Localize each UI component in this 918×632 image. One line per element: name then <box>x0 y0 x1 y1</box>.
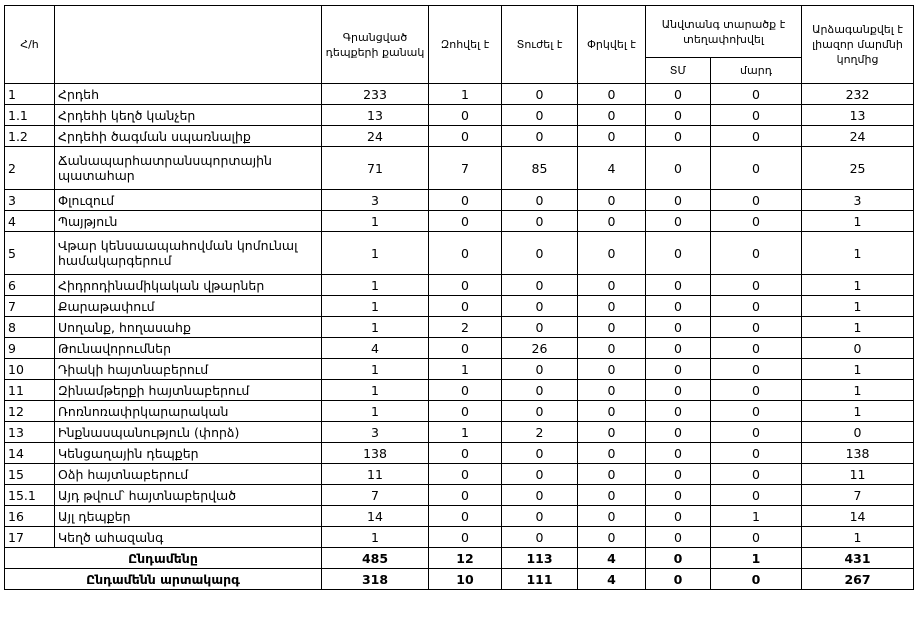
row-index: 1.2 <box>5 126 55 147</box>
row-value: 1 <box>802 296 914 317</box>
row-value: 233 <box>322 84 429 105</box>
row-value: 0 <box>711 211 802 232</box>
row-value: 0 <box>429 464 502 485</box>
total-value: 0 <box>711 569 802 590</box>
row-value: 0 <box>646 401 711 422</box>
row-value: 11 <box>802 464 914 485</box>
row-value: 0 <box>502 464 578 485</box>
row-value: 2 <box>429 317 502 338</box>
row-value: 0 <box>711 464 802 485</box>
row-value: 0 <box>646 527 711 548</box>
table-row <box>5 380 914 401</box>
total-value: 485 <box>322 548 429 569</box>
row-incident-type: Կեղծ ահազանգ <box>55 527 322 548</box>
row-value: 0 <box>502 105 578 126</box>
row-incident-type: Փլուզում <box>55 190 322 211</box>
row-value: 0 <box>802 338 914 359</box>
row-value: 1 <box>429 422 502 443</box>
row-index: 11 <box>5 380 55 401</box>
header-injured: Տուժել է <box>502 6 578 84</box>
total-value: 431 <box>802 548 914 569</box>
row-value: 0 <box>578 190 646 211</box>
total-value: 111 <box>502 569 578 590</box>
row-value: 0 <box>646 296 711 317</box>
row-value: 0 <box>578 527 646 548</box>
table-row <box>5 105 914 126</box>
row-index: 13 <box>5 422 55 443</box>
row-value: 1 <box>429 359 502 380</box>
row-value: 0 <box>429 105 502 126</box>
row-value: 25 <box>802 147 914 190</box>
row-index: 5 <box>5 232 55 275</box>
row-value: 0 <box>646 359 711 380</box>
row-value: 0 <box>578 211 646 232</box>
row-value: 0 <box>578 380 646 401</box>
row-value: 0 <box>502 401 578 422</box>
total-value: 0 <box>646 548 711 569</box>
header-responded: Արձագանքվել է լիազոր մարմնի կողմից <box>802 6 914 84</box>
header-died: Զոհվել է <box>429 6 502 84</box>
row-value: 0 <box>502 527 578 548</box>
table-row <box>5 527 914 548</box>
row-value: 0 <box>578 401 646 422</box>
table-row <box>5 338 914 359</box>
row-value: 7 <box>429 147 502 190</box>
row-value: 0 <box>578 232 646 275</box>
table-row <box>5 126 914 147</box>
table-row <box>5 296 914 317</box>
row-value: 0 <box>711 84 802 105</box>
row-value: 0 <box>711 338 802 359</box>
row-value: 1 <box>322 211 429 232</box>
total-value: 1 <box>711 548 802 569</box>
row-value: 0 <box>646 190 711 211</box>
row-value: 71 <box>322 147 429 190</box>
row-value: 1 <box>322 527 429 548</box>
table-body <box>5 84 914 590</box>
row-value: 1 <box>802 211 914 232</box>
row-value: 0 <box>646 485 711 506</box>
row-value: 0 <box>711 401 802 422</box>
row-incident-type: Զինամթերքի հայտնաբերում <box>55 380 322 401</box>
row-value: 24 <box>322 126 429 147</box>
row-value: 0 <box>502 190 578 211</box>
row-value: 138 <box>322 443 429 464</box>
table-row <box>5 485 914 506</box>
row-value: 0 <box>711 275 802 296</box>
table-row <box>5 422 914 443</box>
row-value: 0 <box>429 126 502 147</box>
row-value: 0 <box>711 380 802 401</box>
row-incident-type: Վթար կենսաապահովման կոմունալ համակարգերում <box>55 232 322 275</box>
row-value: 0 <box>646 422 711 443</box>
row-value: 0 <box>429 443 502 464</box>
row-value: 0 <box>711 443 802 464</box>
table-row <box>5 147 914 190</box>
row-value: 1 <box>802 232 914 275</box>
row-index: 2 <box>5 147 55 190</box>
total-row <box>5 569 914 590</box>
row-value: 1 <box>322 275 429 296</box>
row-incident-type: Քարաթափում <box>55 296 322 317</box>
row-index: 14 <box>5 443 55 464</box>
row-value: 0 <box>502 380 578 401</box>
row-value: 0 <box>429 527 502 548</box>
row-index: 10 <box>5 359 55 380</box>
row-value: 0 <box>711 527 802 548</box>
row-value: 0 <box>578 275 646 296</box>
row-value: 3 <box>802 190 914 211</box>
table-row <box>5 275 914 296</box>
row-index: 4 <box>5 211 55 232</box>
header-rescued: Փրկվել է <box>578 6 646 84</box>
row-index: 3 <box>5 190 55 211</box>
row-value: 0 <box>646 105 711 126</box>
row-value: 0 <box>646 84 711 105</box>
row-value: 1 <box>802 275 914 296</box>
row-value: 2 <box>502 422 578 443</box>
row-value: 0 <box>646 317 711 338</box>
row-value: 1 <box>802 401 914 422</box>
table-header <box>5 6 914 84</box>
total-value: 4 <box>578 569 646 590</box>
row-value: 1 <box>322 359 429 380</box>
table-row <box>5 232 914 275</box>
row-value: 0 <box>646 506 711 527</box>
table-row <box>5 317 914 338</box>
table-row <box>5 443 914 464</box>
row-incident-type: Սողանք, հողասահք <box>55 317 322 338</box>
row-value: 13 <box>802 105 914 126</box>
row-value: 0 <box>502 443 578 464</box>
row-value: 0 <box>502 506 578 527</box>
row-incident-type: Թունավորումներ <box>55 338 322 359</box>
row-value: 1 <box>322 380 429 401</box>
row-index: 12 <box>5 401 55 422</box>
row-value: 0 <box>502 485 578 506</box>
total-value: 113 <box>502 548 578 569</box>
row-value: 0 <box>711 359 802 380</box>
table-row <box>5 464 914 485</box>
row-value: 0 <box>502 359 578 380</box>
row-value: 138 <box>802 443 914 464</box>
row-value: 0 <box>578 422 646 443</box>
row-value: 0 <box>578 506 646 527</box>
row-incident-type: Պայթյուն <box>55 211 322 232</box>
row-incident-type: Օձի հայտնաբերում <box>55 464 322 485</box>
row-value: 0 <box>578 443 646 464</box>
row-value: 3 <box>322 190 429 211</box>
row-value: 1 <box>322 296 429 317</box>
row-value: 0 <box>646 380 711 401</box>
row-value: 0 <box>646 338 711 359</box>
row-index: 16 <box>5 506 55 527</box>
row-value: 0 <box>711 105 802 126</box>
total-row <box>5 548 914 569</box>
row-index: 6 <box>5 275 55 296</box>
row-value: 0 <box>646 443 711 464</box>
row-value: 1 <box>711 506 802 527</box>
row-value: 3 <box>322 422 429 443</box>
total-value: 12 <box>429 548 502 569</box>
row-value: 0 <box>578 485 646 506</box>
row-value: 0 <box>646 275 711 296</box>
row-value: 0 <box>578 84 646 105</box>
row-value: 1 <box>322 232 429 275</box>
row-value: 0 <box>578 105 646 126</box>
header-evacuated-tm: ՏՄ <box>646 58 711 84</box>
row-value: 0 <box>502 317 578 338</box>
row-value: 0 <box>578 464 646 485</box>
row-value: 1 <box>429 84 502 105</box>
row-value: 0 <box>711 422 802 443</box>
row-value: 7 <box>802 485 914 506</box>
incident-statistics-table <box>4 5 914 590</box>
row-value: 1 <box>322 317 429 338</box>
row-incident-type: Այդ թվում՝ հայտնաբերված <box>55 485 322 506</box>
row-value: 0 <box>429 211 502 232</box>
row-value: 4 <box>322 338 429 359</box>
row-index: 7 <box>5 296 55 317</box>
row-value: 0 <box>578 359 646 380</box>
row-value: 1 <box>802 317 914 338</box>
row-value: 0 <box>802 422 914 443</box>
row-index: 17 <box>5 527 55 548</box>
row-value: 1 <box>802 527 914 548</box>
row-value: 26 <box>502 338 578 359</box>
row-value: 0 <box>578 296 646 317</box>
total-value: 10 <box>429 569 502 590</box>
row-value: 0 <box>646 147 711 190</box>
row-value: 0 <box>711 126 802 147</box>
row-value: 0 <box>502 84 578 105</box>
row-incident-type: Ռոռնոռափրկարարական <box>55 401 322 422</box>
total-value: 267 <box>802 569 914 590</box>
row-value: 0 <box>502 211 578 232</box>
row-incident-type: Հրդեհ <box>55 84 322 105</box>
row-value: 0 <box>711 317 802 338</box>
row-value: 13 <box>322 105 429 126</box>
table-row <box>5 190 914 211</box>
row-value: 0 <box>711 147 802 190</box>
table-row <box>5 211 914 232</box>
row-value: 14 <box>322 506 429 527</box>
row-value: 0 <box>429 506 502 527</box>
total-value: 318 <box>322 569 429 590</box>
row-value: 0 <box>429 401 502 422</box>
row-value: 0 <box>502 232 578 275</box>
row-incident-type: Հրդեհի կեղծ կանչեր <box>55 105 322 126</box>
row-value: 1 <box>802 380 914 401</box>
row-value: 0 <box>578 338 646 359</box>
row-value: 0 <box>502 296 578 317</box>
total-value: 4 <box>578 548 646 569</box>
table-row <box>5 84 914 105</box>
table-row <box>5 401 914 422</box>
row-incident-type: Այլ դեպքեր <box>55 506 322 527</box>
row-value: 0 <box>502 126 578 147</box>
header-registered: Գրանցված դեպքերի քանակ <box>322 6 429 84</box>
header-evacuated-group: Անվտանգ տարածք է տեղափոխվել <box>646 6 802 58</box>
row-value: 0 <box>429 380 502 401</box>
row-value: 11 <box>322 464 429 485</box>
row-index: 9 <box>5 338 55 359</box>
row-value: 0 <box>646 232 711 275</box>
row-incident-type: Ճանապարհատրանսպորտային պատահար <box>55 147 322 190</box>
table-row <box>5 359 914 380</box>
row-value: 0 <box>711 232 802 275</box>
row-value: 0 <box>711 190 802 211</box>
row-value: 0 <box>578 126 646 147</box>
row-value: 0 <box>429 190 502 211</box>
row-value: 0 <box>429 485 502 506</box>
row-value: 24 <box>802 126 914 147</box>
total-label: Ընդամենն արտակարգ <box>5 569 322 590</box>
row-value: 1 <box>802 359 914 380</box>
header-name <box>55 6 322 84</box>
row-incident-type: Հիդրոդինամիկական վթարներ <box>55 275 322 296</box>
table-row <box>5 506 914 527</box>
row-value: 85 <box>502 147 578 190</box>
row-value: 0 <box>502 275 578 296</box>
header-evacuated-people: մարդ <box>711 58 802 84</box>
total-value: 0 <box>646 569 711 590</box>
header-index: Հ/հ <box>5 6 55 84</box>
row-index: 1 <box>5 84 55 105</box>
row-value: 0 <box>429 338 502 359</box>
row-value: 4 <box>578 147 646 190</box>
row-value: 232 <box>802 84 914 105</box>
row-value: 0 <box>646 211 711 232</box>
row-value: 0 <box>429 296 502 317</box>
total-label: Ընդամենը <box>5 548 322 569</box>
row-value: 0 <box>646 464 711 485</box>
row-index: 1.1 <box>5 105 55 126</box>
row-incident-type: Կենցաղային դեպքեր <box>55 443 322 464</box>
row-index: 15 <box>5 464 55 485</box>
row-index: 15.1 <box>5 485 55 506</box>
row-value: 0 <box>429 275 502 296</box>
row-incident-type: Հրդեհի ծագման սպառնալիք <box>55 126 322 147</box>
row-value: 0 <box>711 485 802 506</box>
row-incident-type: Դիակի հայտնաբերում <box>55 359 322 380</box>
row-value: 1 <box>322 401 429 422</box>
row-value: 0 <box>646 126 711 147</box>
row-value: 14 <box>802 506 914 527</box>
row-value: 0 <box>429 232 502 275</box>
row-value: 0 <box>578 317 646 338</box>
row-index: 8 <box>5 317 55 338</box>
row-value: 7 <box>322 485 429 506</box>
row-value: 0 <box>711 296 802 317</box>
row-incident-type: Ինքնասպանություն (փորձ) <box>55 422 322 443</box>
